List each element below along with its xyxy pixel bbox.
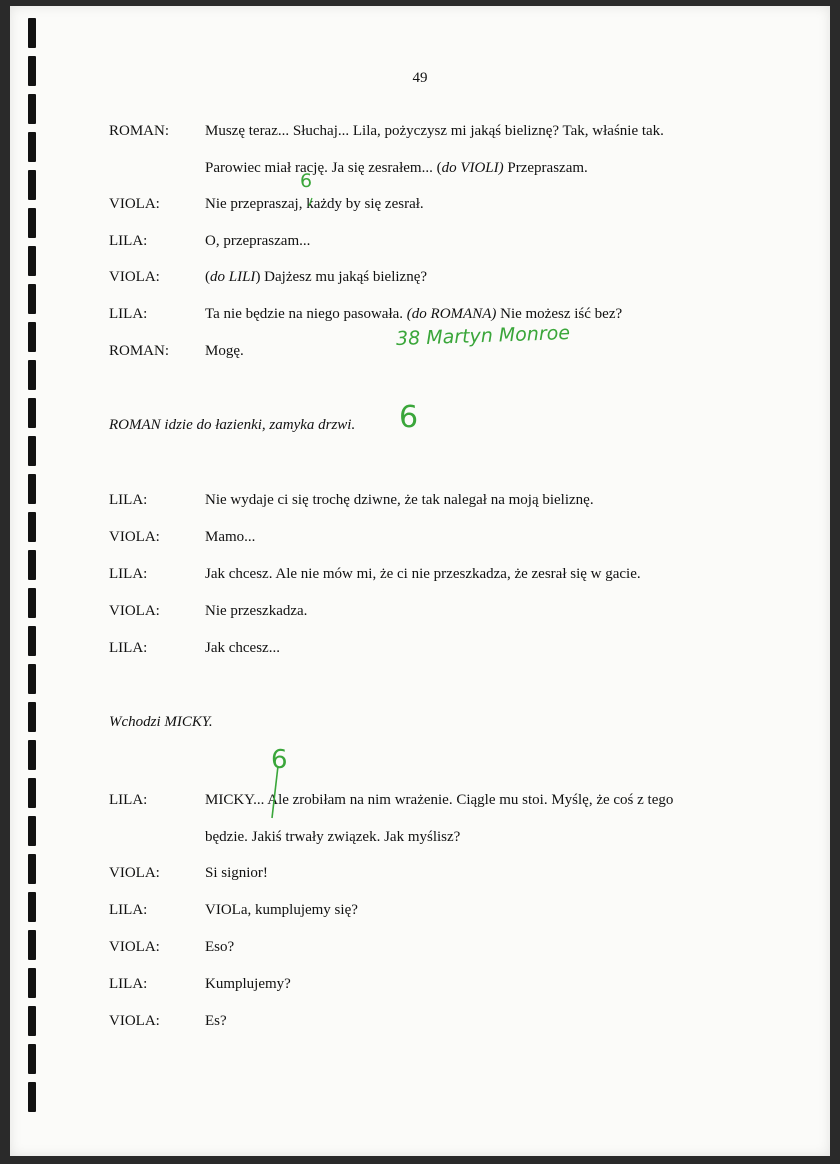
dialogue-line: [0, 1010, 840, 1032]
dialogue-text: [205, 973, 291, 995]
dialogue-fragment: Nie wydaje ci się trochę dziwne, że tak nalegał na moją bieliznę.: [205, 492, 594, 508]
dialogue-text: [205, 637, 280, 659]
dialogue-fragment: Si signior!: [205, 865, 268, 881]
speaker-name: VIOLA:: [109, 529, 160, 545]
speaker-name: LILA:: [109, 976, 148, 992]
speaker-name: VIOLA:: [109, 865, 160, 881]
dialogue-text: [205, 600, 307, 622]
dialogue-fragment: Nie możesz iść bez?: [496, 306, 623, 322]
dialogue-line: [0, 789, 840, 811]
dialogue-text: [205, 936, 234, 958]
page-number: 49: [412, 70, 428, 86]
speaker-name: VIOLA:: [109, 269, 160, 285]
speaker-name: LILA:: [109, 233, 148, 249]
dialogue-fragment: (: [205, 269, 210, 285]
dialogue-line: [0, 862, 840, 884]
dialogue-fragment: Ta nie będzie na niego pasowała.: [205, 306, 407, 322]
dialogue-fragment: VIOLa, kumplujemy się?: [205, 902, 358, 918]
binding-hole: [28, 360, 36, 390]
speaker-name: VIOLA:: [109, 939, 160, 955]
dialogue-fragment: Parowiec miał rację. Ja się zesrałem... (: [205, 160, 442, 176]
handwritten-mark-2: 6: [399, 400, 419, 435]
dialogue-line: [0, 899, 840, 921]
dialogue-line: [0, 936, 840, 958]
dialogue-fragment: będzie. Jakiś trwały związek. Jak myślisz?: [205, 829, 461, 845]
binding-hole: [28, 664, 36, 694]
dialogue-line: [0, 600, 840, 622]
dialogue-fragment: Mamo...: [205, 529, 256, 545]
dialogue-text: [205, 526, 255, 548]
dialogue-text: [205, 489, 594, 511]
dialogue-line: [0, 973, 840, 995]
dialogue-text: [205, 120, 664, 142]
dialogue-text: [205, 340, 244, 362]
dialogue-text: [205, 193, 424, 215]
stage-direction-inline: do LILI: [210, 269, 256, 285]
dialogue-fragment: O, przepraszam...: [205, 233, 311, 249]
speaker-name: ROMAN:: [109, 343, 170, 359]
dialogue-text: [205, 157, 588, 179]
speaker-name: VIOLA:: [109, 603, 160, 619]
binding-hole: [28, 436, 36, 466]
dialogue-line: [0, 193, 840, 215]
dialogue-line: [0, 120, 840, 142]
dialogue-fragment: Przepraszam.: [503, 160, 588, 176]
dialogue-line: [0, 266, 840, 288]
stage-direction: [0, 414, 840, 436]
dialogue-line: [0, 303, 840, 325]
dialogue-line: [0, 637, 840, 659]
speaker-name: LILA:: [109, 306, 148, 322]
dialogue-fragment: Muszę teraz... Słuchaj... Lila, pożyczysz mi jakąś bieliznę? Tak, właśnie tak.: [205, 123, 664, 139]
dialogue-text: [205, 899, 358, 921]
binding-hole: [28, 1044, 36, 1074]
dialogue-fragment: Jak chcesz. Ale nie mów mi, że ci nie przeszkadza, że zesrał się w gacie.: [205, 566, 641, 582]
stage-direction-text: Wchodzi MICKY.: [109, 714, 213, 730]
speaker-name: VIOLA:: [109, 196, 160, 212]
dialogue-text: [205, 1010, 227, 1032]
binding-hole: [28, 740, 36, 770]
dialogue-line: [0, 230, 840, 252]
dialogue-fragment: Eso?: [205, 939, 235, 955]
speaker-name: LILA:: [109, 640, 148, 656]
handwritten-actor-note: 38 Martyn Monroe: [395, 321, 571, 351]
speaker-name: LILA:: [109, 902, 148, 918]
dialogue-text: [205, 862, 268, 884]
dialogue-line: [0, 563, 840, 585]
handwritten-mark-3: 6: [271, 745, 288, 775]
dialogue-fragment: MICKY... Ale zrobiłam na nim wrażenie. Ciągle mu stoi. Myślę, że coś z tego: [205, 792, 674, 808]
dialogue-fragment: Nie przeszkadza.: [205, 603, 308, 619]
dialogue-text: [205, 230, 310, 252]
dialogue-line: [0, 157, 840, 179]
dialogue-line: [0, 526, 840, 548]
speaker-name: ROMAN:: [109, 123, 170, 139]
stage-direction-text: ROMAN idzie do łazienki, zamyka drzwi.: [109, 417, 356, 433]
binding-hole: [28, 1082, 36, 1112]
dialogue-text: [205, 563, 641, 585]
dialogue-fragment: Kumplujemy?: [205, 976, 291, 992]
dialogue-fragment: Es?: [205, 1013, 227, 1029]
dialogue-text: [205, 789, 673, 811]
stage-direction-inline: (do ROMANA): [406, 306, 497, 322]
speaker-name: LILA:: [109, 792, 148, 808]
dialogue-fragment: Jak chcesz...: [205, 640, 280, 656]
dialogue-text: [205, 266, 427, 288]
speaker-name: VIOLA:: [109, 1013, 160, 1029]
dialogue-fragment: ) Dajżesz mu jakąś bieliznę?: [255, 269, 428, 285]
dialogue-line: [0, 489, 840, 511]
dialogue-fragment: Nie przepraszaj, każdy by się zesrał.: [205, 196, 424, 212]
dialogue-text: [205, 826, 460, 848]
speaker-name: LILA:: [109, 492, 148, 508]
dialogue-fragment: Mogę.: [205, 343, 244, 359]
speaker-name: LILA:: [109, 566, 148, 582]
dialogue-line: [0, 826, 840, 848]
stage-direction-inline: do VIOLI): [441, 160, 504, 176]
stage-direction: [0, 711, 840, 733]
binding-hole: [28, 18, 36, 48]
handwritten-mark-1: 6: [300, 170, 313, 192]
